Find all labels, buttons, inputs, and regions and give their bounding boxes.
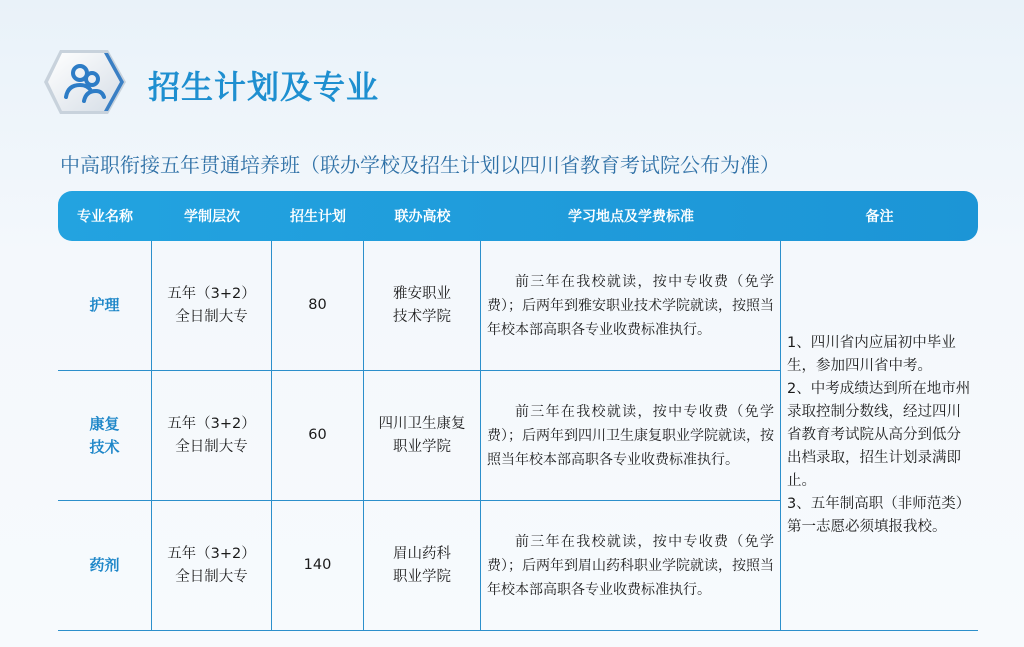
header-plan: 招生计划 [290,209,346,225]
college-cell [364,241,481,370]
major-name [58,371,152,500]
remarks-text [787,332,972,539]
table-row [58,241,781,371]
remarks-cell [781,241,978,631]
remark-item: 2、中考成绩达到所在地市州录取控制分数线，经过四川省教育考试院从高分到低分出档录取，招生计划录满即止。 [787,381,971,489]
college-line1: 眉山药科 [393,545,451,562]
remark-item: 1、四川省内应届初中毕业生，参加四川省中考。 [787,335,956,374]
major-name-line1: 康复 [89,414,120,433]
header-fee: 学习地点及学费标准 [568,209,694,225]
table-body [58,241,978,631]
plan-cell: 140 [272,501,364,630]
level-cell [152,241,272,370]
college-line2: 技术学院 [393,308,451,325]
table-rows [58,241,781,631]
table-row [58,371,781,501]
level-line1: 五年（3+2） [167,285,256,302]
level-cell [152,371,272,500]
header-remarks: 备注 [865,209,894,225]
fee-cell [481,241,781,370]
college-cell [364,501,481,630]
page-subtitle: 中高职衔接五年贯通培养班（联办学校及招生计划以四川省教育考试院公布为准） [60,153,780,177]
plan-cell: 80 [272,241,364,370]
level-line2: 全日制大专 [175,308,248,325]
table-header [58,191,978,241]
header-major: 专业名称 [77,209,133,225]
college-line2: 职业学院 [393,568,451,585]
college-line2: 职业学院 [393,438,451,455]
fee-cell [481,501,781,630]
header-college: 联办高校 [394,209,451,225]
fee-cell [481,371,781,500]
fee-text: 前三年在我校就读，按中专收费（免学费）；后两年到四川卫生康复职业学院就读，按照当年校本部高职各专业收费标准执行。 [487,403,774,468]
header-level: 学制层次 [184,209,240,225]
major-name-line2: 技术 [89,437,120,456]
enrollment-table [58,191,978,631]
plan-cell: 60 [272,371,364,500]
level-cell [152,501,272,630]
level-line2: 全日制大专 [175,568,248,585]
table-row [58,501,781,631]
level-line1: 五年（3+2） [167,415,256,432]
major-name: 护理 [58,241,152,370]
college-line1: 四川卫生康复 [378,415,466,432]
college-cell [364,371,481,500]
fee-text: 前三年在我校就读，按中专收费（免学费）；后两年到眉山药科职业学院就读，按照当年校本部高职各专业收费标准执行。 [487,533,774,598]
college-line1: 雅安职业 [393,285,451,302]
major-name: 药剂 [58,501,152,630]
page-title: 招生计划及专业 [148,68,380,106]
level-line2: 全日制大专 [175,438,248,455]
people-icon [42,47,128,117]
level-line1: 五年（3+2） [167,545,256,562]
remark-item: 3、五年制高职（非师范类）第一志愿必须填报我校。 [787,496,971,535]
fee-text: 前三年在我校就读，按中专收费（免学费）；后两年到雅安职业技术学院就读，按照当年校本部高职各专业收费标准执行。 [487,273,774,338]
